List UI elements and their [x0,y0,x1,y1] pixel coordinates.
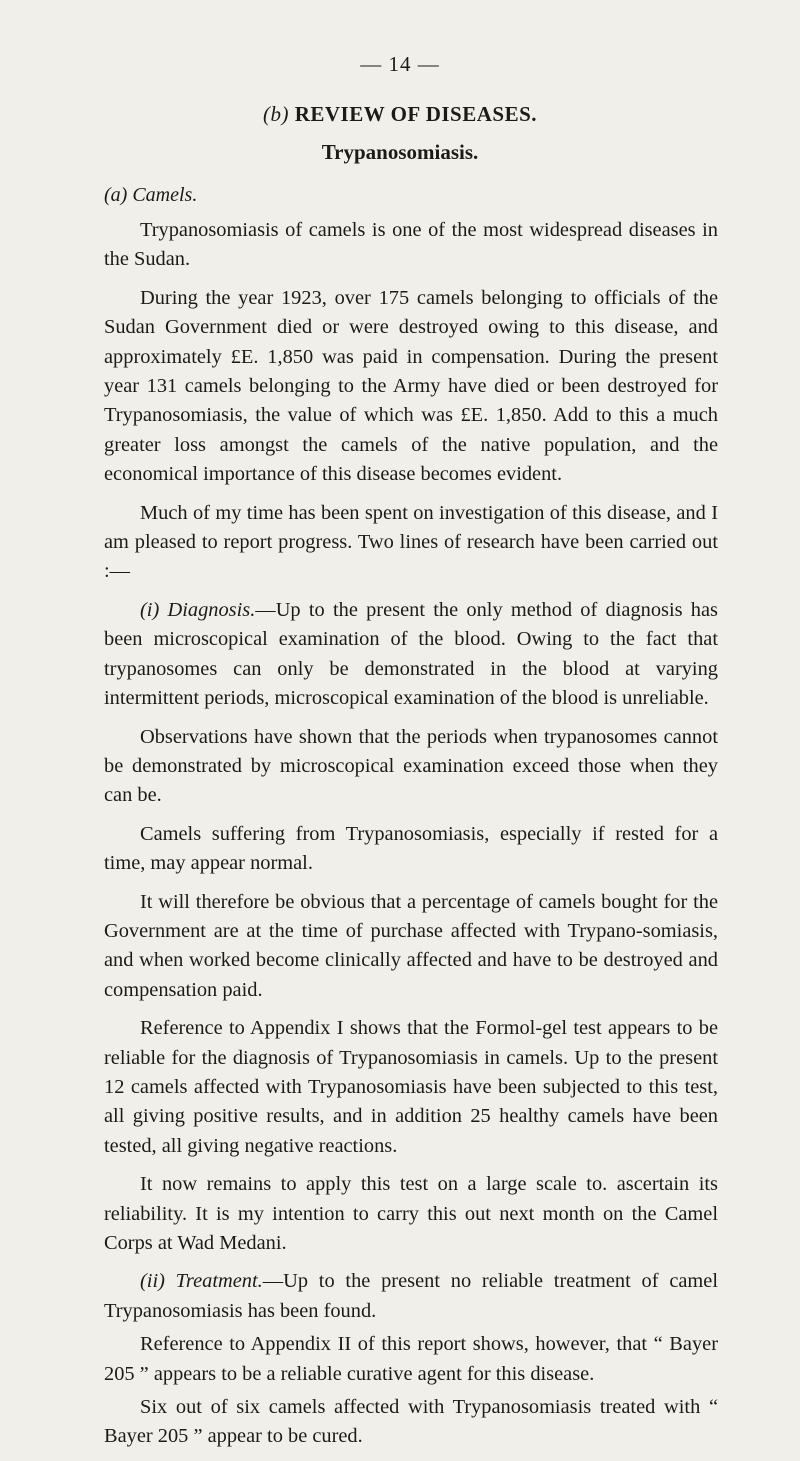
section-heading [0,102,800,127]
paragraph: Trypanosomiasis of camels is one of the most widespread diseases in the Sudan. [104,219,718,271]
paragraph-diagnosis [104,596,718,714]
paragraph: It now remains to apply this test on a large scale to. ascertain its reliability. It is my intention to carry this out next month on the Camel Corps at Wad Medani. [104,1173,718,1254]
section-letter: (b) [262,102,289,126]
paragraph: Much of my time has been spent on investigation of this disease, and I am pleased to report progress. Two lines of research have been carried out :— [104,501,718,583]
diagnosis-heading: (i) Diagnosis. [140,598,256,621]
page-number: — 14 — [360,52,440,76]
body-text [104,216,718,1461]
paragraph-treatment [104,1267,718,1326]
camels-subsection-label: (a) Camels. [104,184,198,206]
paragraph: Six out of six camels affected with Trypanosomiasis treated with “ Bayer 205 ” appear to be cured. [104,1396,718,1448]
treatment-text: —Up to the present no reliable treatment of camel Trypanosomiasis has been found. [104,1270,718,1322]
paragraph: It will therefore be obvious that a percentage of camels bought for the Government are at the time of purchase affected with Trypano-somiasis, and when worked become clinically affected and have to be destroyed and compensation paid. [104,890,718,1001]
paragraph: Camels suffering from Trypanosomiasis, especially if rested for a time, may appear normal. [104,822,718,875]
treatment-heading: (ii) Treatment. [140,1270,263,1293]
paragraph: During the year 1923, over 175 camels belonging to officials of the Sudan Government died or were destroyed owing to this disease, and approximately £E. 1,850 was paid in compensation. During the present year 131 camels belonging to the Army have died or been destroyed for Trypanosomiasis, the value of which was £E. 1,850. Add to this a much greater loss amongst the camels of the native population, and the economical importance of this disease becomes evident. [104,286,718,486]
paragraph: Observations have shown that the periods when trypanosomes cannot be demonstrated by microscopical examination exceed those when they can be. [104,725,718,807]
paragraph: Reference to Appendix II of this report shows, however, that “ Bayer 205 ” appears to be a reliable curative agent for this disease. [104,1333,718,1385]
disease-title: Trypanosomiasis. [321,140,479,164]
section-title: REVIEW OF DISEASES. [294,102,538,126]
diagnosis-text: —Up to the present the only method of diagnosis has been microscopical examination of the blood. Owing to the fact that trypanosomes can only be demonstrated in the blood at varying intermittent periods, microscopical examination of the blood is unreliable. [104,598,718,710]
paragraph: Reference to Appendix I shows that the Formol-gel test appears to be reliable for the diagnosis of Trypanosomiasis in camels. Up to the present 12 camels affected with Trypanosomiasis have been subjected to this test, all giving positive results, and in addition 25 healthy camels have been tested, all giving negative reactions. [104,1017,718,1157]
